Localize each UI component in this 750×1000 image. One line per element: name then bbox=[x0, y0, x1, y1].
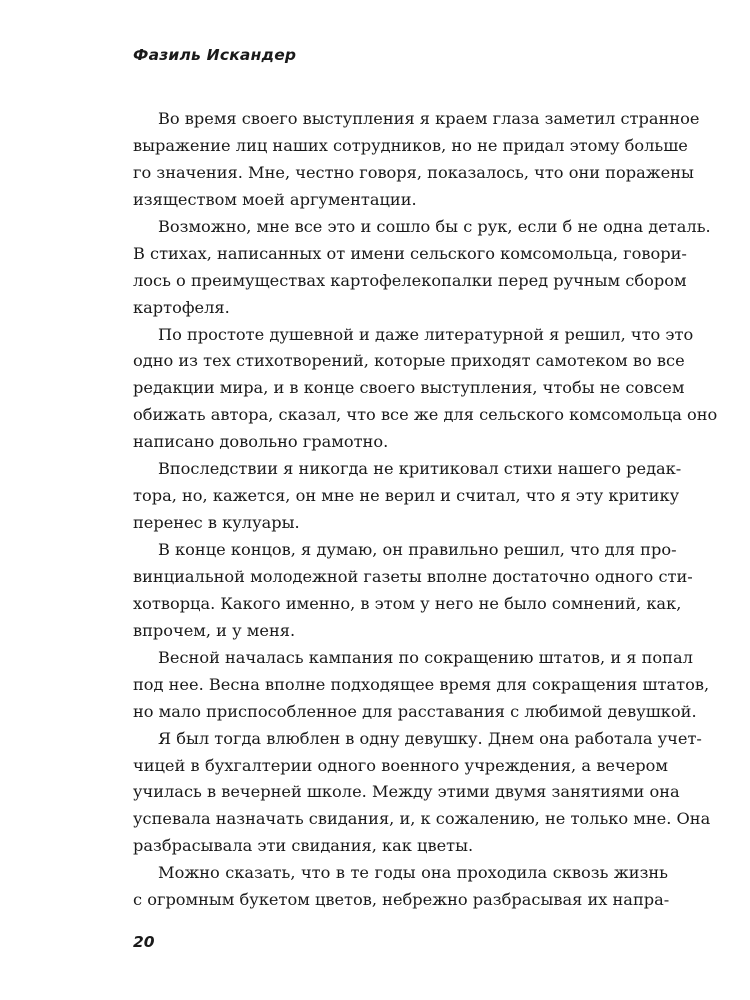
text-line: картофеля. bbox=[133, 297, 230, 317]
text-line: винциальной молодежной газеты вполне достаточно одного сти- bbox=[133, 566, 693, 586]
body-text bbox=[133, 106, 718, 914]
text-line: го значения. Мне, честно говоря, показалось, что они поражены bbox=[133, 162, 694, 182]
text-line: одно из тех стихотворений, которые приходят самотеком во все bbox=[133, 351, 685, 371]
text-line: обижать автора, сказал, что все же для сельского комсомольца оно bbox=[133, 405, 718, 425]
text-line: впрочем, и у меня. bbox=[133, 620, 296, 640]
text-line: выражение лиц наших сотрудников, но не придал этому больше bbox=[133, 135, 688, 155]
text-line: В стихах, написанных от имени сельского комсомольца, говори- bbox=[133, 243, 687, 263]
text-line: Возможно, мне все это и сошло бы с рук, если б не одна деталь. bbox=[158, 216, 711, 236]
text-line: чицей в бухгалтерии одного военного учреждения, а вечером bbox=[133, 755, 668, 775]
text-line: Я был тогда влюблен в одну девушку. Днем она работала учет- bbox=[158, 728, 702, 748]
text-line: Весной началась кампания по сокращению штатов, и я попал bbox=[158, 647, 693, 667]
text-line: тора, но, кажется, он мне не верил и считал, что я эту критику bbox=[133, 486, 680, 506]
text-line: Во время своего выступления я краем глаза заметил странное bbox=[158, 109, 700, 128]
text-line: под нее. Весна вполне подходящее время для сокращения штатов, bbox=[133, 674, 710, 694]
page-number: 20 bbox=[133, 933, 155, 951]
text-line: В конце концов, я думаю, он правильно решил, что для про- bbox=[158, 540, 677, 559]
text-line: но мало приспособленное для расставания с любимой девушкой. bbox=[133, 701, 697, 721]
text-line: перенес в кулуары. bbox=[133, 513, 300, 533]
text-line: Впоследствии я никогда не критиковал стихи нашего редак- bbox=[158, 459, 682, 479]
text-line: училась в вечерней школе. Между этими двумя занятиями она bbox=[133, 782, 680, 802]
text-line: успевала назначать свидания, и, к сожалению, не только мне. Она bbox=[133, 809, 711, 829]
text-line: изяществом моей аргументации. bbox=[133, 189, 417, 209]
text-line: с огромным букетом цветов, небрежно разбрасывая их напра- bbox=[133, 890, 670, 910]
text-line: хотворца. Какого именно, в этом у него не было сомнений, как, bbox=[133, 593, 682, 613]
text-line: Можно сказать, что в те годы она проходила сквозь жизнь bbox=[158, 863, 668, 883]
running-head-author: Фазиль Искандер bbox=[133, 46, 297, 64]
text-line: разбрасывала эти свидания, как цветы. bbox=[133, 836, 474, 856]
text-line: написано довольно грамотно. bbox=[133, 432, 389, 452]
text-line: По простоте душевной и даже литературной я решил, что это bbox=[158, 324, 694, 344]
text-line: лось о преимуществах картофелекопалки перед ручным сбором bbox=[133, 270, 687, 290]
text-line: редакции мира, и в конце своего выступления, чтобы не совсем bbox=[133, 378, 685, 398]
